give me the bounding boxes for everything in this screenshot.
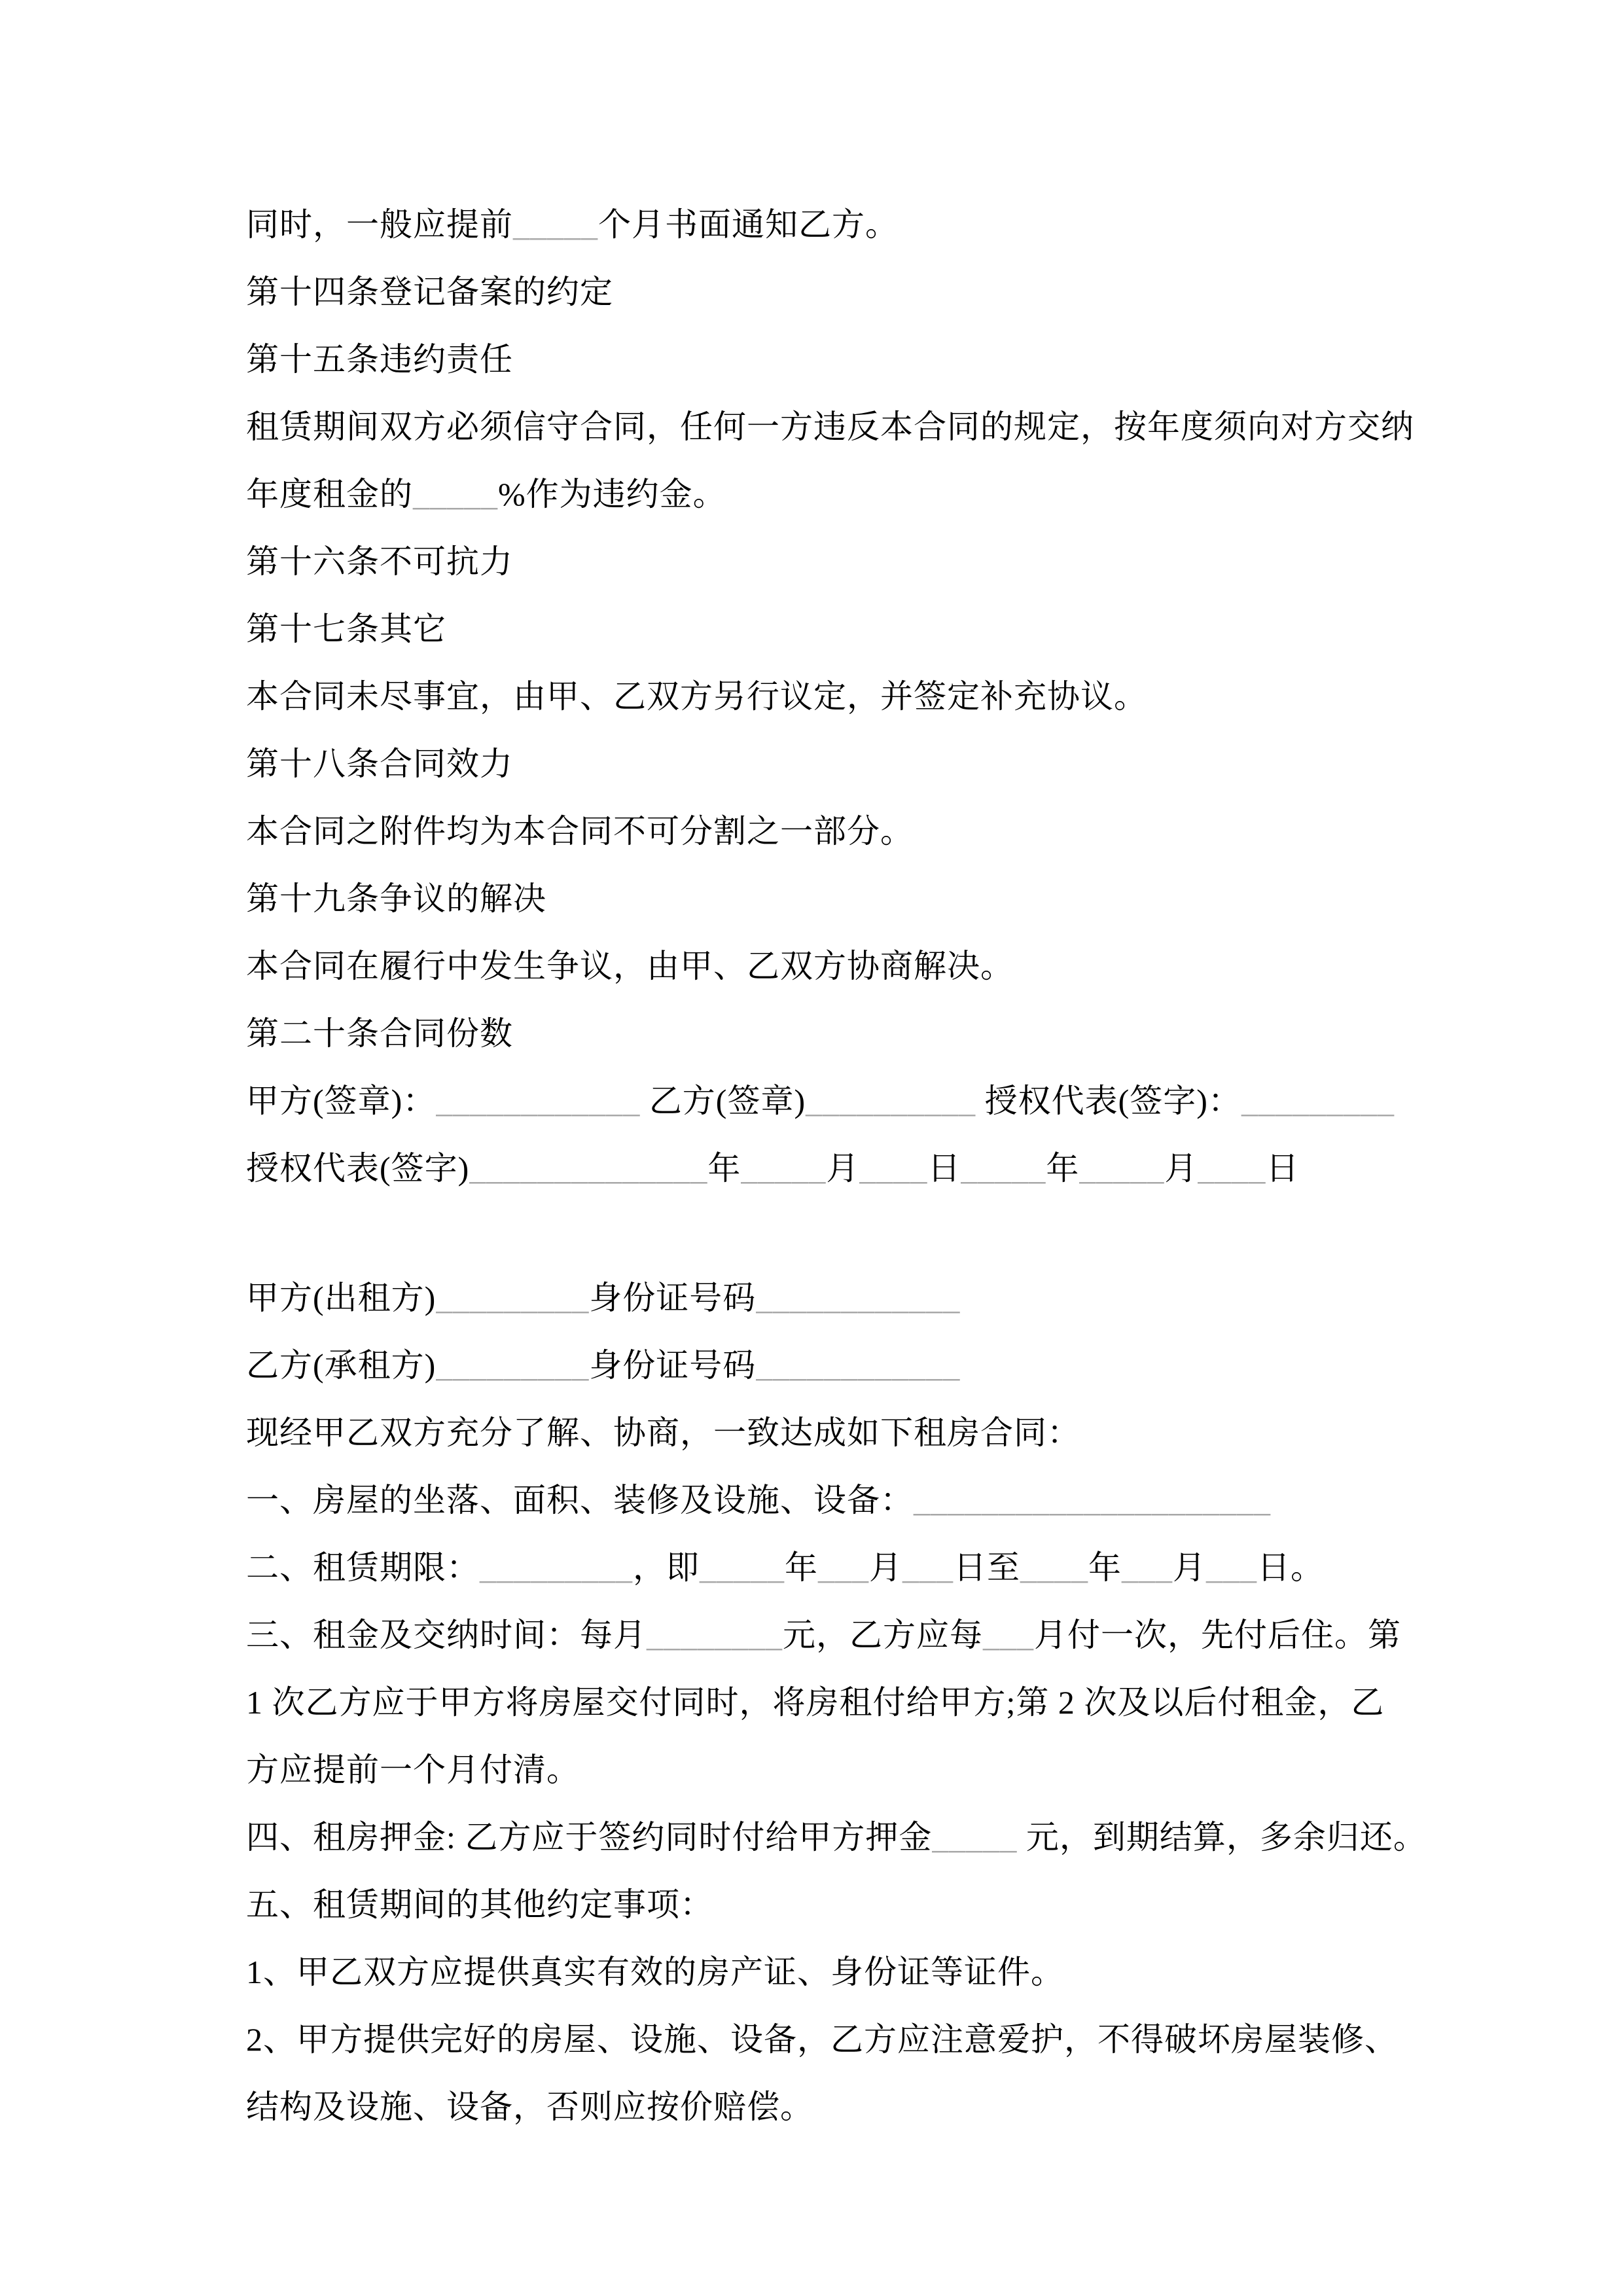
document-line: 本合同之附件均为本合同不可分割之一部分。 <box>246 813 914 850</box>
document-line-heading: 第十五条违约责任 <box>246 341 513 378</box>
clause-subitem-line: 结构及设施、设备，否则应按价赔偿。 <box>246 2089 813 2125</box>
document-line: 年度租金的_____%作为违约金。 <box>246 476 726 512</box>
section-gap <box>246 1202 1404 1265</box>
document-line: 同时，一般应提前_____个月书面通知乙方。 <box>246 206 899 243</box>
document-line-heading: 第十八条合同效力 <box>246 745 513 782</box>
document-line-heading: 第二十条合同份数 <box>246 1015 513 1052</box>
clause-subitem-line: 1、甲乙双方应提供真实有效的房产证、身份证等证件。 <box>246 1954 1064 1990</box>
signature-date-line: 授权代表(签字)______________年_____月____日_____年_____月____日 <box>246 1150 1300 1187</box>
clause-line: 四、租房押金: 乙方应于签约同时付给甲方押金_____ 元，到期结算，多余归还。 <box>246 1819 1427 1856</box>
document-content <box>246 191 1427 2141</box>
document-line: 现经甲乙双方充分了解、协商，一致达成如下租房合同： <box>246 1414 1080 1451</box>
document-line-heading: 第十四条登记备案的约定 <box>246 274 613 310</box>
clause-line: 二、租赁期限：_________，即_____年___月___日至____年___月___日。 <box>246 1549 1324 1586</box>
clause-line: 方应提前一个月付清。 <box>246 1751 580 1788</box>
clause-subitem-line: 2、甲方提供完好的房屋、设施、设备，乙方应注意爱护，不得破坏房屋装修、 <box>246 2021 1398 2058</box>
document-line: 租赁期间双方必须信守合同，任何一方违反本合同的规定，按年度须向对方交纳 <box>246 408 1414 445</box>
clause-line: 1 次乙方应于甲方将房屋交付同时，将房租付给甲方;第 2 次及以后付租金，乙 <box>246 1684 1385 1721</box>
document-line-heading: 第十六条不可抗力 <box>246 543 513 580</box>
document-line: 本合同在履行中发生争议，由甲、乙双方协商解决。 <box>246 948 1014 984</box>
party-b-line: 乙方(承租方)_________身份证号码____________ <box>246 1347 961 1384</box>
signature-line: 甲方(签章)：____________ 乙方(签章)__________ 授权代表(签字)：_________ <box>246 1083 1395 1119</box>
document-line: 本合同未尽事宜，由甲、乙双方另行议定，并签定补充协议。 <box>246 678 1147 715</box>
party-a-line: 甲方(出租方)_________身份证号码____________ <box>246 1280 961 1316</box>
clause-line: 三、租金及交纳时间：每月________元，乙方应每___月付一次，先付后住。第 <box>246 1617 1401 1653</box>
clause-line: 一、房屋的坐落、面积、装修及设施、设备：_____________________ <box>246 1482 1271 1518</box>
document-line-heading: 第十九条争议的解决 <box>246 880 546 917</box>
document-line-heading: 第十七条其它 <box>246 611 446 647</box>
clause-line: 五、租赁期间的其他约定事项： <box>246 1886 713 1923</box>
